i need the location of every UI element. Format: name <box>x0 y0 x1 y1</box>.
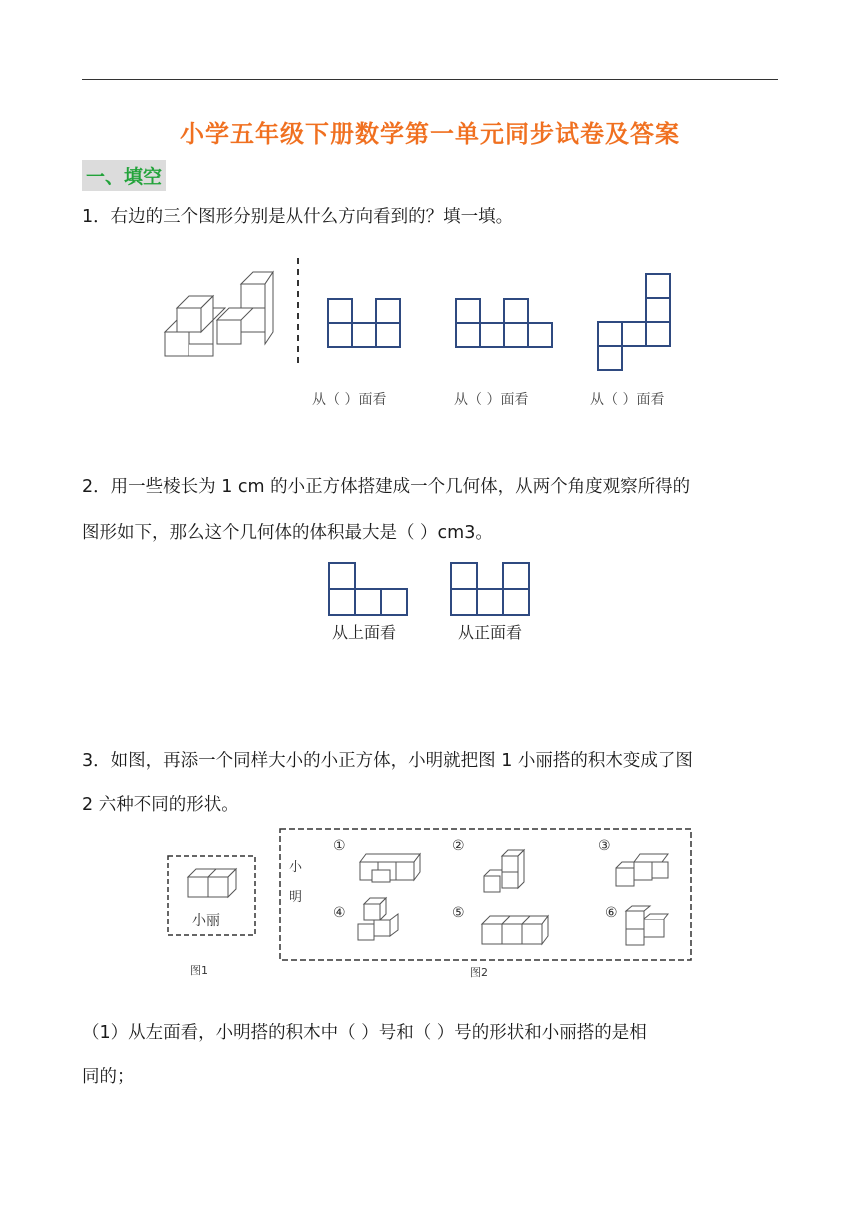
q2-front-view <box>450 562 534 618</box>
q2-front-view-label: 从正面看 <box>458 623 523 642</box>
q1-isometric-cubes <box>160 270 275 360</box>
shape-num-5: ⑤ <box>452 905 465 921</box>
fig1-name: 小丽 <box>192 913 220 929</box>
fig2-caption: 图2 <box>470 966 488 979</box>
question-2-line-1: 2．用一些棱长为 1 cm 的小正方体搭建成一个几何体，从两个角度观察所得的 <box>82 477 691 497</box>
fig2-name-1: 小 <box>289 860 303 875</box>
q1-dashed-divider <box>296 258 300 368</box>
shape-num-3: ③ <box>598 838 611 854</box>
q1-view-1-label: 从（ ）面看 <box>312 392 387 408</box>
question-3-line-2: 2 六种不同的形状。 <box>82 795 239 815</box>
q1-view-1 <box>327 298 403 350</box>
shape-num-2: ② <box>452 838 465 854</box>
question-2-line-2: 图形如下，那么这个几何体的体积最大是（ ）cm3。 <box>82 523 493 543</box>
fig1-cubes <box>186 867 238 899</box>
q2-top-view <box>328 562 412 618</box>
question-1-text: 1．右边的三个图形分别是从什么方向看到的？填一填。 <box>82 207 514 227</box>
shape-6-cubes <box>624 905 672 947</box>
shape-5-cubes <box>480 910 552 948</box>
q1-view-3-label: 从（ ）面看 <box>590 392 665 408</box>
shape-num-1: ① <box>333 838 346 854</box>
shape-num-6: ⑥ <box>605 905 618 921</box>
question-3-line-1: 3．如图，再添一个同样大小的小正方体，小明就把图 1 小丽搭的积木变成了图 <box>82 751 693 771</box>
question-3-sub-1-line-1: （1）从左面看，小明搭的积木中（ ）号和（ ）号的形状和小丽搭的是相 <box>82 1023 647 1043</box>
shape-2-cubes <box>482 850 528 898</box>
fig2-name-2: 明 <box>289 890 303 905</box>
q2-top-view-label: 从上面看 <box>332 623 397 642</box>
q1-view-2-label: 从（ ）面看 <box>454 392 529 408</box>
shape-3-cubes <box>614 850 674 890</box>
shape-1-cubes <box>358 850 422 884</box>
q1-view-2 <box>455 298 555 350</box>
question-3-sub-1-line-2: 同的； <box>82 1067 135 1087</box>
fig1-caption: 图1 <box>190 964 208 977</box>
shape-num-4: ④ <box>333 905 346 921</box>
shape-4-cubes <box>356 898 408 948</box>
top-rule <box>82 79 778 80</box>
q1-view-3 <box>597 273 673 373</box>
section-heading-fill: 一、填空 <box>82 160 166 191</box>
page-title: 小学五年级下册数学第一单元同步试卷及答案 <box>180 120 680 148</box>
